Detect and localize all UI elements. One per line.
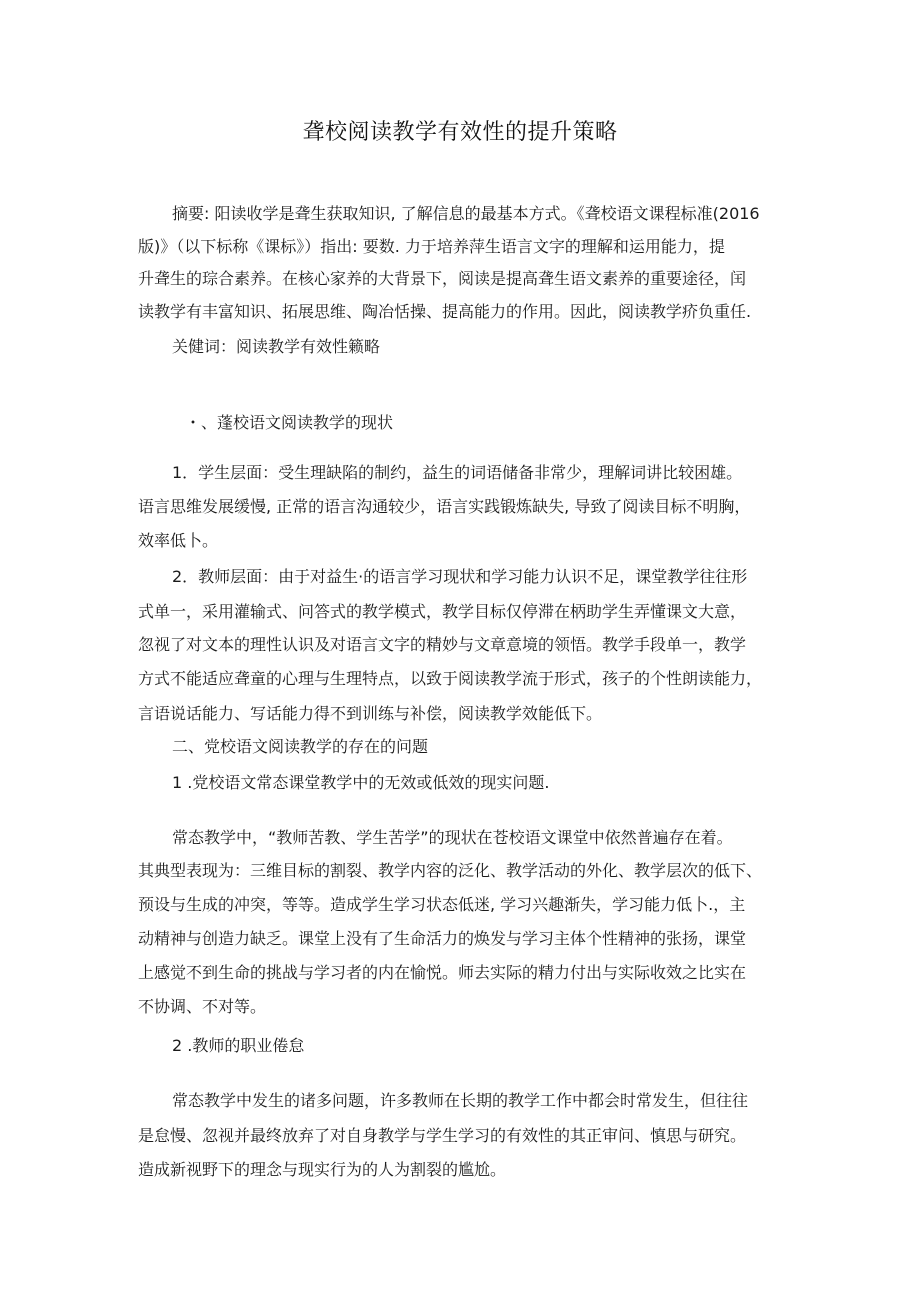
section-heading-2: 二、党校语文阅读教学的存在的问题 [172, 737, 429, 756]
keywords-line: 关健词：阅读教学有效性籁略 [172, 337, 381, 356]
paragraph-line: 造成新视野下的理念与现实行为的人为割裂的尴尬。 [138, 1160, 507, 1179]
paragraph-line: 言语说话能力、写话能力得不到训练与补偿，阅读教学效能低下。 [138, 704, 603, 723]
paragraph-line: 2．教师层面：由于对益生·的语言学习现状和学习能力认识不足，课堂教学往往形 [172, 567, 748, 586]
paragraph-line: 常态教学中，“教师苦教、学生苦学”的现状在苍校语文课堂中依然普遍存在着。 [172, 828, 733, 847]
paragraph-line: 动精神与创造力缺乏。课堂上没有了生命活力的焕发与学习主体个性精神的张扬，课堂 [138, 929, 747, 948]
document-title: 聋校阅读教学有效性的提升策略 [302, 120, 618, 145]
paragraph-line: 语言思维发展缓慢, 正常的语言沟通较少，语言实践锻炼缺失, 导致了阅读目标不明胸， [138, 497, 751, 516]
paragraph-line: 预设与生成的冲突，等等。造成学生学习状态低迷, 学习兴趣渐失，学习能力低卜.，主 [138, 895, 746, 914]
paragraph-line: 效率低卜。 [138, 531, 219, 550]
paragraph-line: 上感觉不到生命的挑战与学习者的内在愉悦。师去实际的精力付出与实际收效之比实在 [138, 963, 747, 982]
paragraph-line: 方式不能适应聋童的心理与生理特点，以致于阅读教学流于形式，孩子的个性朗读能力， [138, 669, 763, 688]
paragraph-line: 忽视了对文本的理性认识及对语言文字的精妙与文章意境的领悟。教学手段单一，教学 [138, 635, 747, 654]
paragraph-line: 不协调、不对等。 [138, 997, 267, 1016]
paragraph-line: 是怠慢、忽视并最终放弃了对自身教学与学生学习的有效性的其正审问、慎思与研究。 [138, 1126, 747, 1145]
subheading-2: 2 .教师的职业倦怠 [172, 1036, 305, 1055]
paragraph-line: 常态教学中发生的诸多问题，许多教师在长期的教学工作中都会时常发生，但往往 [172, 1091, 749, 1110]
paragraph-line: 其典型表现为：三维目标的割裂、教学内容的泛化、教学活动的外化、教学层次的低下、 [138, 861, 763, 880]
abstract-line-2: 版)》（以下标称《课标》）指出: 要数. 力于培养萍生语言文字的理解和运用能力，提 [138, 237, 725, 256]
abstract-line-4: 读教学有丰富知识、拓展思维、陶冶恬操、提高能力的作用。因此，阅读教学疥负重任. [138, 302, 752, 321]
abstract-line-3: 升聋生的琮合素养。在核心家养的大背景下，阅读是提高聋生语文素养的重要途径，闰 [138, 269, 747, 288]
section-heading-1: ・、蓬校语文阅读教学的现状 [185, 413, 394, 432]
paragraph-line: 1．学生层面：受生理缺陷的制约，益生的词语储备非常少，理解词讲比较困雄。 [172, 463, 743, 482]
subheading-1: 1 .党校语文常态课堂教学中的无效或低效的现实问题. [172, 773, 550, 792]
abstract-line-1: 摘要: 阳读收学是聋生获取知识, 了解信息的最基本方式。《聋校语文课程标准(2016 [172, 204, 760, 223]
paragraph-line: 式单一，采用灌输式、问答式的教学模式，教学目标仅停滞在柄助学生弄懂课文大意， [138, 602, 747, 621]
